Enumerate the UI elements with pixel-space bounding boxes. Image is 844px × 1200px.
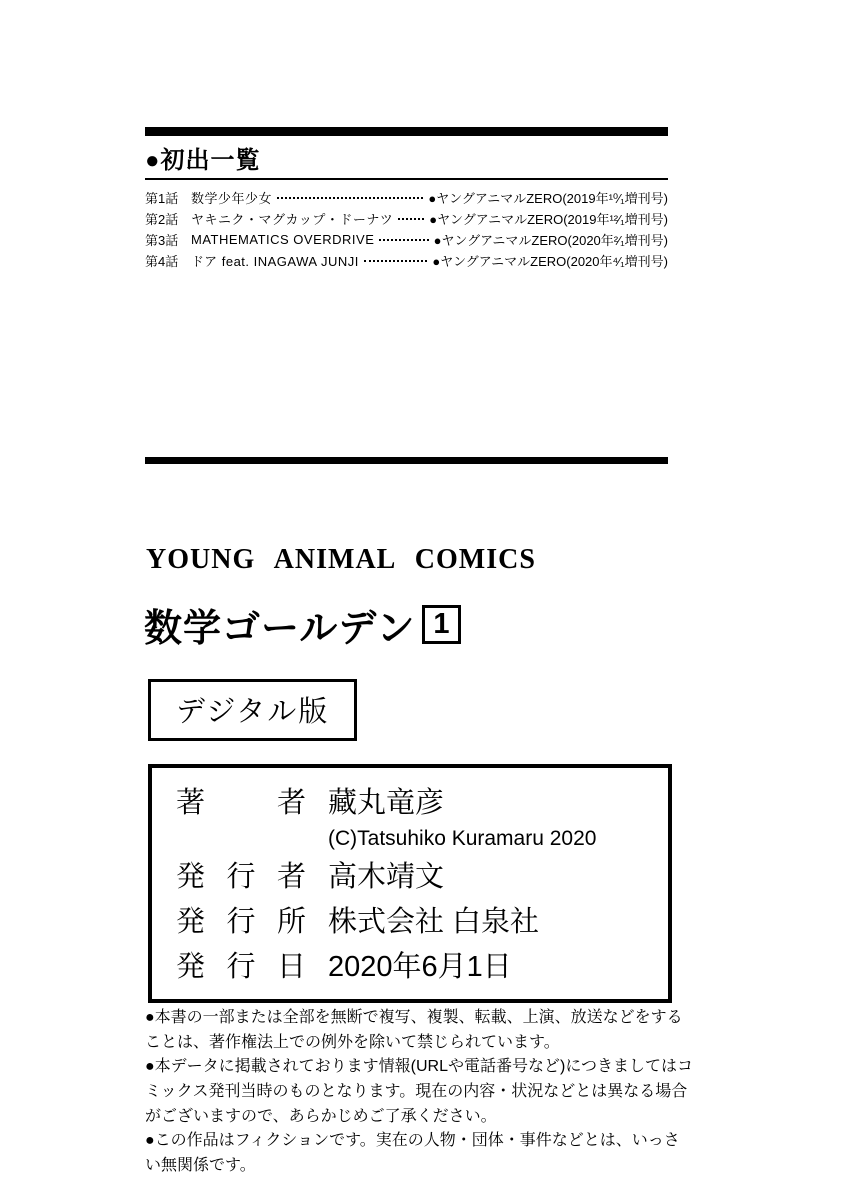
chapter-source: ●ヤングアニマルZERO(2020年²⁄₁増刊号) xyxy=(433,233,668,248)
credit-value: 藏丸竜彦 xyxy=(328,787,445,819)
edition-badge: デジタル版 xyxy=(148,679,357,741)
credit-row-publish-date xyxy=(176,949,644,985)
volume-number-box: 1 xyxy=(422,605,461,644)
credit-row-publisher-company xyxy=(176,904,644,940)
legal-notices xyxy=(145,1006,693,1178)
book-title xyxy=(144,597,461,652)
chapter-source: ●ヤングアニマルZERO(2020年⁴⁄₁増刊号) xyxy=(432,254,668,269)
book-title-text: 数学ゴールデン xyxy=(144,608,416,650)
credit-value: 2020年6月1日 xyxy=(328,951,512,983)
publication-row xyxy=(145,208,668,229)
publication-row xyxy=(145,250,668,271)
chapter-title: 数学少年少女 xyxy=(191,191,273,206)
publication-list-heading: ●初出一覧 xyxy=(145,147,261,174)
series-label: YOUNG ANIMAL COMICS xyxy=(146,544,536,575)
credit-label: 発行所 xyxy=(176,906,306,938)
publication-list-section xyxy=(145,127,668,271)
dotted-leader xyxy=(364,260,428,262)
dotted-leader xyxy=(398,218,424,220)
credit-label: 発行者 xyxy=(176,861,306,893)
chapter-number: 第3話 xyxy=(145,233,179,248)
publication-row xyxy=(145,187,668,208)
copyright-note: (C)Tatsuhiko Kuramaru 2020 xyxy=(328,827,597,850)
chapter-source: ●ヤングアニマルZERO(2019年¹⁰⁄₁増刊号) xyxy=(428,191,668,206)
chapter-title: ヤキニク・マグカップ・ドーナツ xyxy=(191,212,394,227)
publication-row xyxy=(145,229,668,250)
dotted-leader xyxy=(277,197,423,199)
heading-underline xyxy=(145,178,668,180)
credits-box xyxy=(148,764,672,1003)
chapter-number: 第1話 xyxy=(145,191,179,206)
chapter-number: 第4話 xyxy=(145,254,179,269)
top-divider-bar xyxy=(145,127,668,136)
credit-row-author xyxy=(176,785,644,821)
chapter-title: ドア feat. INAGAWA JUNJI xyxy=(191,254,359,269)
notice-fiction: ●この作品はフィクションです。実在の人物・団体・事件などとは、いっさい無関係です。 xyxy=(145,1132,680,1174)
credit-label: 著者 xyxy=(176,787,306,819)
chapter-source: ●ヤングアニマルZERO(2019年¹²⁄₁増刊号) xyxy=(429,212,668,227)
chapter-title: MATHEMATICS OVERDRIVE xyxy=(191,232,375,247)
credit-value: 株式会社 白泉社 xyxy=(328,906,540,938)
credit-label: 発行日 xyxy=(176,951,306,983)
chapter-number: 第2話 xyxy=(145,212,179,227)
middle-divider-bar xyxy=(145,457,668,464)
credit-row-publisher-person xyxy=(176,859,644,895)
notice-data-currency: ●本データに掲載されております情報(URLや電話番号など)につきましてはコミックス発刊当時のものとなります。現在の内容・状況などとは異なる場合がございますので、あらかじめご了承ください。 xyxy=(145,1058,694,1125)
notice-copyright: ●本書の一部または全部を無断で複写、複製、転載、上演、放送などをすることは、著作権法上での例外を除いて禁じられています。 xyxy=(145,1009,683,1051)
dotted-leader xyxy=(379,239,428,241)
credit-value: 高木靖文 xyxy=(328,861,445,893)
